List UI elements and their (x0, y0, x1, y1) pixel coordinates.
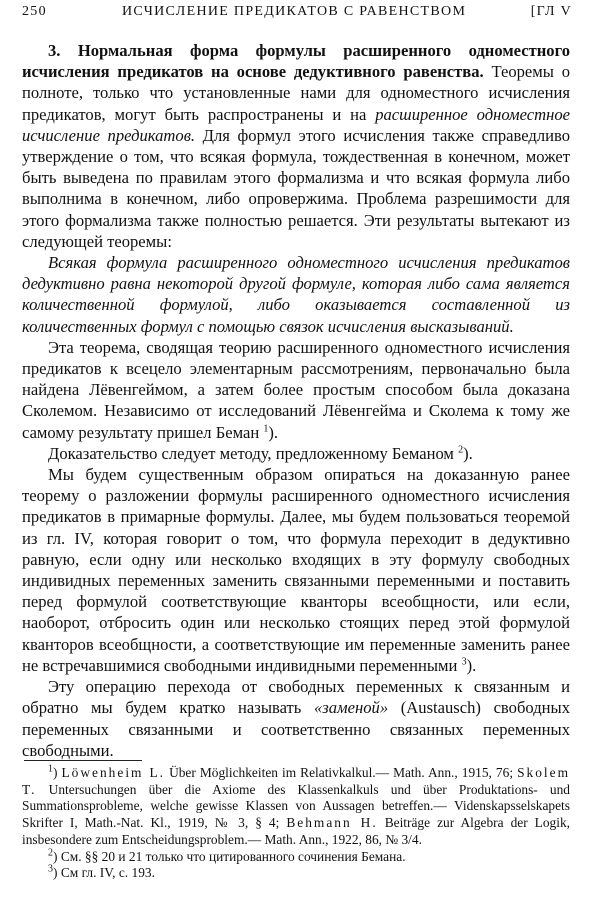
footnote-3-mark: 3 (48, 863, 53, 875)
page-number: 250 (22, 4, 47, 19)
footnote-1-author-1: Löwenheim L. (61, 765, 166, 780)
paragraph-exchange (22, 676, 570, 761)
exchange-italic: «заменой» (313, 698, 389, 718)
exchange-text-b: (Austausch) свободных переменных связанными и соответственно связанных переменных свободными. (22, 698, 570, 760)
intro-text-a: Теоремы о полноте, только что установленные нами для одноместного исчисления предикатов, могут быть распространены и на (22, 62, 570, 124)
proof-method-text: Доказательство следует методу, предложенному Беманом (48, 443, 454, 463)
footnote-ref-1[interactable]: 1 (263, 423, 269, 435)
paragraph-history (22, 337, 570, 443)
footnote-2-mark: 2 (48, 847, 53, 859)
history-end: ). (268, 422, 279, 442)
footnote-3: $^3$) См гл. IV, с. 193. (48, 863, 155, 881)
footnote-1-mark: 1 (48, 763, 53, 775)
proof-method-end: ). (463, 443, 473, 463)
footnotes (22, 765, 570, 882)
footnote-1-text-2: Untersuchungen über die Axiome des Klassenkalkuls und über Produktations- und Summationsprobleme, welche gewisse Klassen von Aussagen betreffen.— Videnskapsselskapets Skrifter I, Math.-Nat. Kl., 1919, № 3, § 4; (22, 781, 570, 831)
main-text (22, 40, 570, 761)
footnote-2: $^2$) См. §§ 20 и 21 только что цитированного сочинения Бемана. (48, 847, 406, 864)
footnote-1-text-1: Über Möglichkeiten im Relativkalkul.— Math. Ann., 1915, 76; (165, 765, 518, 780)
running-title: ИСЧИСЛЕНИЕ ПРЕДИКАТОВ С РАВЕНСТВОМ (122, 4, 467, 19)
footnote-ref-2[interactable]: 2 (458, 444, 464, 456)
footnote-3-text: См гл. IV, с. 193. (57, 865, 155, 881)
footnote-1-author-2: Skolem T. (22, 765, 570, 797)
chapter-marker: [ГЛ V (530, 4, 572, 19)
section-heading: 3. Нормальная форма формулы расширенного одноместного исчисления предикатов на основе дедуктивного равенства. (22, 41, 570, 82)
theorem-statement: Всякая формула расширенного одноместного исчисления предикатов дедуктивно равна некоторой другой формуле, которая либо сама является количественной формулой, либо оказывается составленной из количественных формул с помощью связок исчисления высказываний. (22, 253, 570, 336)
paragraph-proof-method (22, 443, 570, 464)
footnote-divider (24, 760, 142, 761)
footnote-1: $^1$) Löwenheim L. Über Möglichkeiten im Relativkalkul.— Math. Ann., 1915, 76; Skolem T. Untersuchungen über die Axiome des Klassenkalkuls und über Produktations- und Summationsprobleme, welche gewisse Klassen von Aussagen betreffen.— Videnskapsselskapets Skrifter I, Math.-Nat. Kl., 1919, № 3, § 4; Behmann H. Beiträge zur Algebra der Logik, insbesondere zum Entscheidungsproblem.— Math. Ann., 1922, 86, № 3/4. (22, 763, 571, 847)
approach-text: Мы будем существенным образом опираться на доказанную ранее теорему о разложении формулы расширенного одноместного исчисления предикатов в примарные формулы. Далее, мы будем пользоваться теоремой из гл. IV, которая говорит о том, что формула переходит в дедуктивно равную, если одну или несколько входящих в эту формулу свободных индивидных переменных заменить связанными переменными и поставить перед формулой соответствующие кванторы всеобщности, или если, наоборот, отбросить один или несколько стоящих перед этой формулой кванторов всеобщности, а соответствующие им переменные заменить ранее не встречавшимися свободными индивидными переменными (22, 465, 570, 675)
footnote-1-text-3: Beiträge zur Algebra der Logik, insbesondere zum Entscheidungsproblem.— Math. Ann., 1922, 86, № 3/4. (22, 815, 571, 847)
history-text: Эта теорема, сводящая теорию расширенного одноместного исчисления предикатов к всецело элементарным рассмотрениям, первоначально была найдена Лёвенгеймом, а затем более простым способом была доказана Сколемом. Независимо от исследований Лёвенгейма и Сколема к тому же самому результату пришел Беман (22, 337, 570, 442)
footnote-1-author-3: Behmann H. (286, 815, 378, 831)
paragraph-intro (22, 40, 570, 252)
intro-text-b: Для формул этого исчисления также справедливо утверждение о том, что всякая формула, тождественная в конечном, может быть выведена по правилам этого формализма и что всякая формула либо выполнима в конечном, либо опровержима. Проблема разрешимости для этого формализма также полностью решается. Эти результаты вытекают из следующей теоремы: (22, 125, 571, 251)
exchange-text-a: Эту операцию перехода от свободных переменных к связанным и обратно мы будем кратко называть (22, 677, 570, 718)
footnote-ref-3[interactable]: 3 (461, 656, 467, 668)
footnote-2-text: См. §§ 20 и 21 только что цитированного сочинения Бемана. (57, 848, 406, 864)
paragraph-approach (22, 464, 570, 676)
approach-end: ). (466, 655, 477, 675)
running-header (22, 4, 572, 24)
intro-italic: расширенное одноместное исчисление предикатов. (22, 104, 570, 145)
